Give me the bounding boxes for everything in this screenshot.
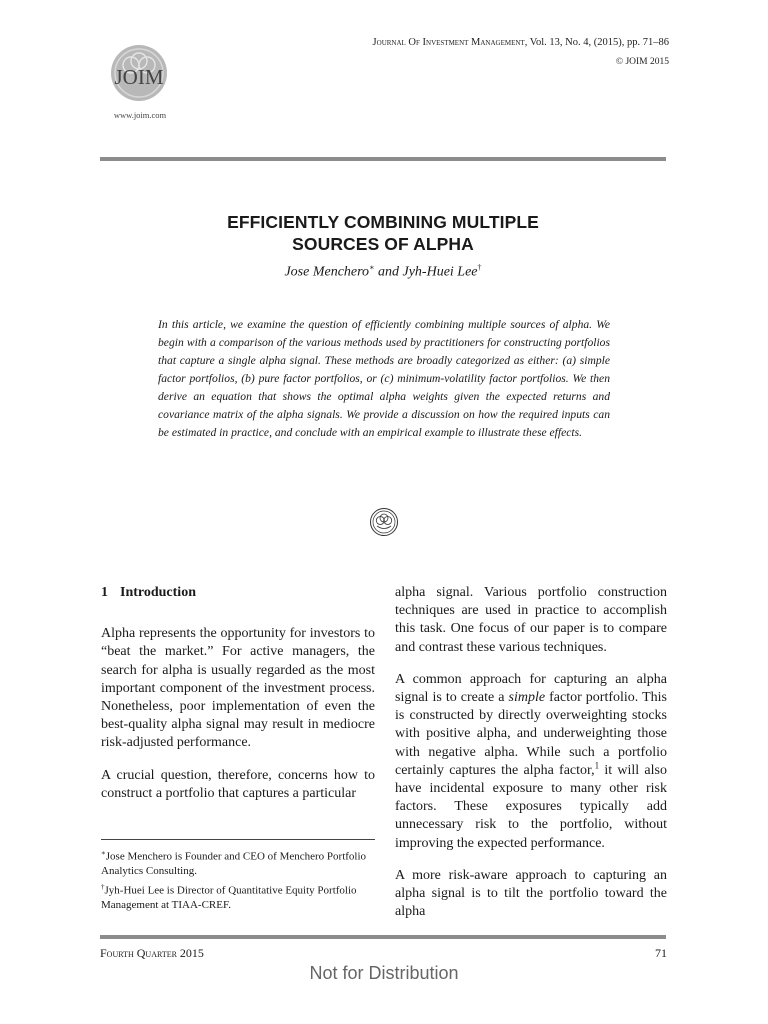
section-title: Introduction — [120, 585, 196, 600]
paragraph — [395, 671, 667, 853]
page-number: 71 — [655, 946, 667, 960]
section-heading — [101, 584, 375, 602]
journal-website: www.joim.com — [113, 110, 167, 120]
journal-citation — [373, 37, 669, 48]
section-number: 1 — [101, 585, 108, 600]
ornament-icon — [369, 507, 399, 537]
issue-label: Fourth Quarter 2015 — [100, 946, 204, 960]
left-column — [101, 584, 375, 817]
paragraph: alpha signal. Various portfolio construction techniques are used in practice to accomplish this task. One focus of our paper is to compare and contrast these various techniques. — [395, 585, 667, 655]
footnote-2-mark: † — [101, 882, 105, 891]
emphasis-simple: simple — [508, 690, 546, 706]
abstract: In this article, we examine the question of efficiently combining multiple sources of alpha. We begin with a comparison of the various methods used by practitioners for constructing portfolios that capture a single alpha signal. These methods are broadly categorized as either: (a) simple factor portfolios, (b) pure factor portfolios, or (c) minimum-volatility factor portfolios. We then derive an equation that shows the optimal alpha weights given the expected returns and covariance matrix of the alpha signals. We provide a discussion on how the required inputs can be estimated in practice, and conclude with an empirical example to illustrate these effects. — [158, 318, 610, 439]
paragraph: A more risk-aware approach to capturing an alpha signal is to tilt the portfolio toward the alpha — [395, 867, 667, 920]
footnote-1-mark: ∗ — [101, 849, 106, 857]
footnotes — [101, 846, 377, 913]
authors — [100, 263, 666, 281]
footnote-ref[interactable]: 1 — [594, 760, 600, 771]
watermark: Not for Distribution — [309, 963, 459, 983]
paragraph-text: it will also have incidental exposure to many other risk factors. These exposures typically add unnecessary risk to the portfolio, without improving the expected performance. — [395, 762, 667, 851]
footnote-rule — [101, 839, 375, 840]
author-1-mark: ∗ — [369, 263, 375, 272]
logo-text: JOIM — [114, 65, 164, 89]
paragraph: A crucial question, therefore, concerns how to construct a portfolio that captures a particular — [101, 767, 375, 801]
footnote-1-text: Jose Menchero is Founder and CEO of Menchero Portfolio Analytics Consulting. — [101, 850, 367, 878]
journal-name: Journal Of Investment Management — [372, 37, 525, 48]
joim-seal-icon — [104, 40, 174, 110]
footer-rule — [100, 935, 666, 939]
paragraph-text: factor portfolio. This is constructed by directly overweighting stocks with positive alpha, and underweighting those with negative alpha. While such a portfolio certainly captures the alpha factor, — [395, 690, 667, 778]
author-2-mark: † — [477, 263, 482, 272]
header-rule — [100, 157, 666, 161]
article-title — [100, 211, 666, 255]
copyright: © JOIM 2015 — [615, 57, 669, 67]
right-column — [395, 584, 667, 935]
footnote-2 — [101, 880, 377, 913]
paragraph: Alpha represents the opportunity for investors to “beat the market.” For active managers, the search for alpha is usually regarded as the most important component of the investment process. Nonetheless, poor implementation of even the best-quality alpha signal may result in mediocre risk-adjusted performance. — [101, 626, 375, 751]
footnote-1 — [101, 846, 377, 879]
footnote-2-text: Jyh-Huei Lee is Director of Quantitative Equity Portfolio Management at TIAA-CREF. — [101, 884, 357, 911]
journal-details: , Vol. 13, No. 4, (2015), pp. 71–86 — [524, 37, 669, 48]
author-1: Jose Menchero — [284, 264, 370, 280]
author-joiner: and — [374, 264, 403, 280]
author-2: Jyh-Huei Lee — [402, 264, 478, 280]
title-line-2: SOURCES OF ALPHA — [292, 234, 474, 254]
title-line-1: EFFICIENTLY COMBINING MULTIPLE — [227, 212, 539, 232]
paragraph-text: A common approach for capturing an alpha signal is to create a — [395, 671, 667, 706]
